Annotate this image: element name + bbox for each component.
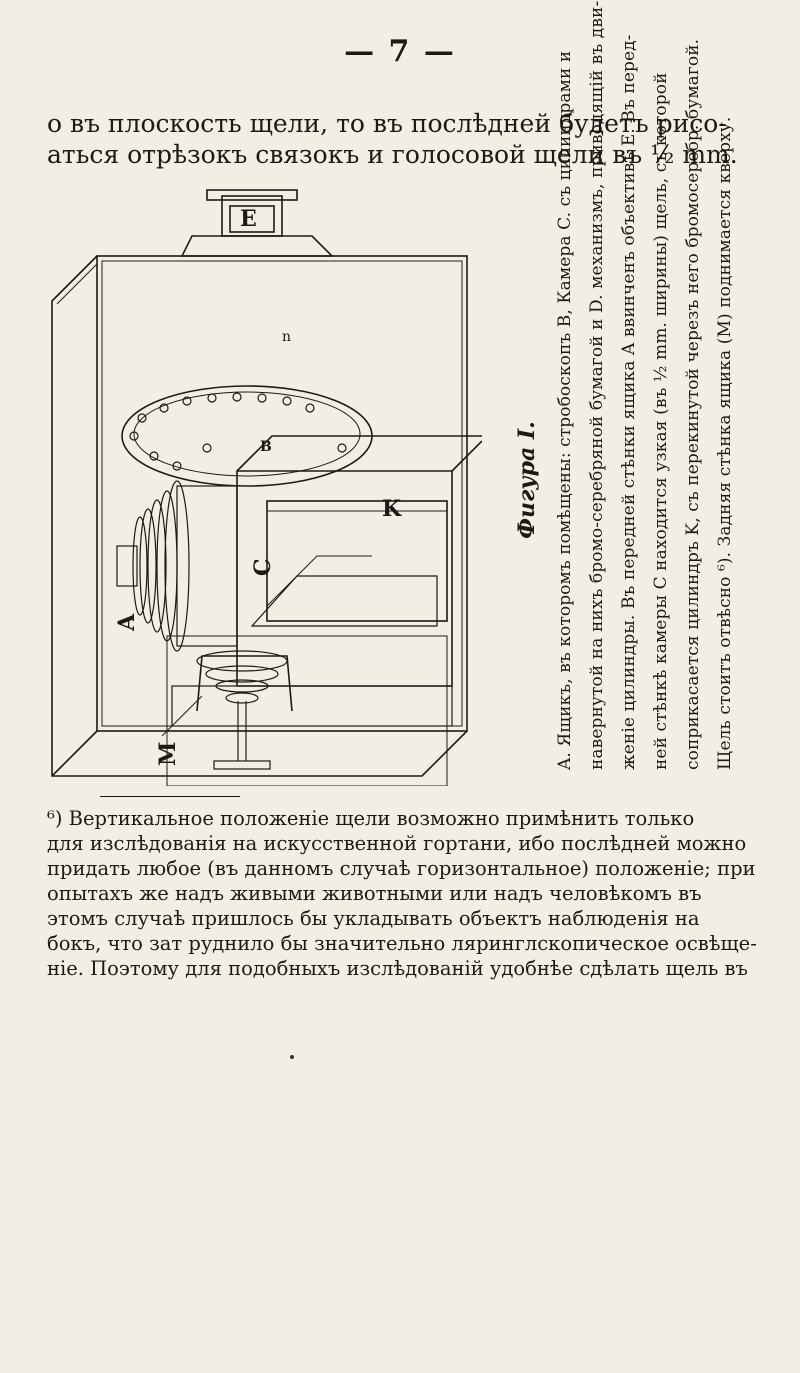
footnote [47,806,757,981]
camera-C [237,471,452,686]
cylinder-K [267,501,447,621]
page-number: — 7 — [344,34,456,69]
box-front-outline [97,256,467,731]
apparatus-drawing [42,186,482,786]
intro-line: о въ плоскость щели, то въ послѣдней будетъ рисо- [47,109,727,138]
footnote-line-text: Вертикальное положеніе щели возможно примѣнить только [62,807,695,830]
footnote-rule [100,796,240,797]
caption-line: ней стѣнкѣ камеры C находится узкая (въ ½ mm. ширины) щель, съ которой [651,72,671,770]
apparatus-figure [42,186,482,786]
box-side-outline [52,256,467,776]
footnote-line: бокъ, что зат руднило бы значительно ляринглскопическое освѣще- [47,932,757,955]
caption-line: Щель стоитъ отвѣсно ⁶). Задняя стѣнка ящика (M) поднимается кверху. [715,116,735,770]
footnote-line: этомъ случаѣ пришлось бы укладывать объектъ наблюденія на [47,907,700,930]
figure-caption [505,0,745,770]
footnote-line [47,806,752,831]
label-A: A [114,613,140,631]
caption-line: навернутой на нихъ бромо-серебряной бумагой и D. механизмъ, приводящій въ дви- [587,0,607,770]
label-B: B [260,439,272,455]
label-E: E [240,206,257,232]
intro-paragraph [47,108,752,170]
footnote-line: для изслѣдованія на искусственной гортани, ибо послѣдней можно [47,832,747,855]
footnote-line: ніе. Поэтому для подобныхъ изслѣдованій удобнѣе сдѣлать щель въ [47,957,748,980]
label-C: C [250,558,276,576]
caption-line: женіе цилиндры. Въ передней стѣнки ящика A ввинченъ объективъ E. Въ перед- [619,34,639,770]
label-n: n [282,329,292,345]
footnote-line: придать любое (въ данномъ случаѣ горизонтальное) положеніе; при [47,857,756,880]
figure-title: Фигура I. [514,421,540,539]
intro-line: аться отрѣзокъ связокъ и голосовой щели въ ½ mm. [47,140,738,169]
label-M: M [155,741,181,766]
label-K: K [382,496,402,522]
footnote-line: опытахъ же надъ живыми животными или надъ человѣкомъ въ [47,882,702,905]
footnote-marker: ⁶) [47,807,63,830]
ink-speck [290,1055,294,1059]
caption-line: соприкасается цилиндръ K, съ перекинутой черезъ него бромосеребр. бумагой. [683,38,703,770]
caption-line: A. Ящикъ, въ которомъ помѣщены: стробоскопъ B, Камера C. съ цилиндрами и [555,50,575,770]
